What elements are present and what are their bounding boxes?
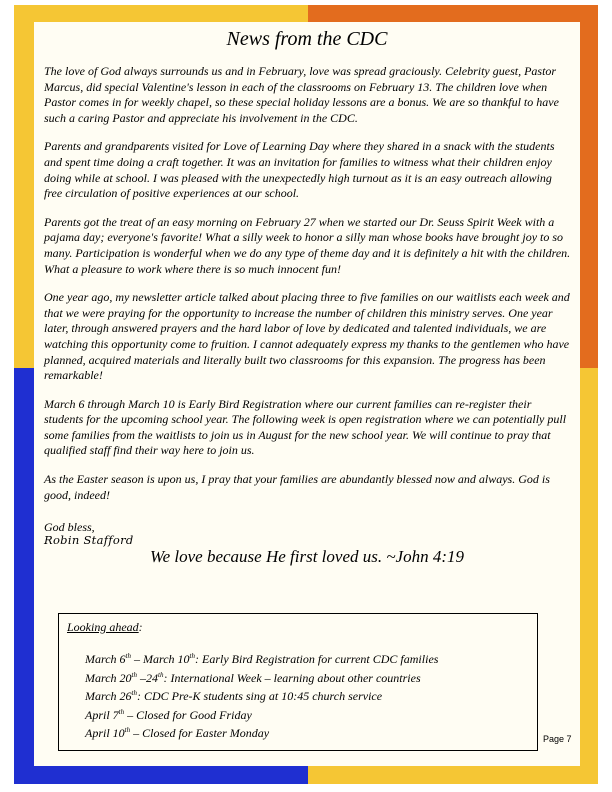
looking-ahead-heading-colon: : (138, 620, 143, 634)
looking-ahead-list (85, 649, 438, 742)
paragraph: The love of God always surrounds us and in February, love was spread graciously. Celebrity guest, Pastor Marcus, did special Valentine's lesson in each of the classrooms on February 13. The children love when Pastor comes in for weekly chapel, so these special holiday lessons are a bonus. We are so thankful to have such a caring Pastor and appreciate his involvement in the CDC. (44, 64, 559, 125)
page-title: News from the CDC (226, 28, 388, 50)
list-item: March 20th –24th: International Week – learning about other countries (85, 670, 421, 685)
looking-ahead-heading (67, 620, 143, 635)
paragraph: As the Easter season is upon us, I pray that your families are abundantly blessed now and always. God is good, indeed! (44, 472, 550, 502)
list-item: April 10th – Closed for Easter Monday (85, 726, 270, 740)
paragraph: Parents and grandparents visited for Love of Learning Day where they shared in a snack with the students and spent time doing a craft together. It was an invitation for families to witness what their children enjoy doing while at school. I was pleased with the unexpectedly high turnout as it is an easy outreach allowing free circulation of positive experiences at our school. (44, 139, 555, 201)
bible-verse: We love because He first loved us. ~John 4:19 (149, 547, 465, 566)
paragraph: Parents got the treat of an easy morning on February 27 when we started our Dr. Seuss Spirit Week with a pajama day; everyone's favorite! What a silly week to honor a silly man whose books have brought joy to so many. Participation is wonderful when we do any type of theme day and it is definitely a hit with the children. What a pleasure to work where there is so much innocent fun! (44, 214, 571, 276)
paragraph: One year ago, my newsletter article talked about placing three to five families on our waitlists each week and that we were praying for the opportunity to increase the number of children this ministry serves. One year later, through answered prayers and the hard labor of love by dedicated and talented individuals, we are watching this opportunity come to fruition. I cannot adequately express my thanks to the gentlemen who have planned, acquired materials and literally built two classrooms for this expansion. The progress has been remarkable! (44, 290, 570, 383)
list-item: March 6th – March 10th: Early Bird Registration for current CDC families (85, 652, 439, 666)
closing-line: God bless, (44, 520, 95, 534)
list-item: March 26th: CDC Pre-K students sing at 10:45 church service (85, 689, 383, 703)
list-item: April 7th – Closed for Good Friday (85, 707, 252, 722)
page-number: Page 7 (543, 734, 572, 744)
looking-ahead-heading-text: Looking ahead (67, 620, 139, 634)
signature: Robin Stafford (44, 533, 134, 547)
article-body (44, 64, 572, 516)
looking-ahead-box (58, 613, 538, 751)
paragraph: March 6 through March 10 is Early Bird Registration where our current families can re-register their students for the upcoming school year. The following week is open registration where we can potentially pull some families from the waitlists to join us in August for the new school year. We will continue to pray that qualified staff find their way here to join us. (44, 396, 567, 458)
